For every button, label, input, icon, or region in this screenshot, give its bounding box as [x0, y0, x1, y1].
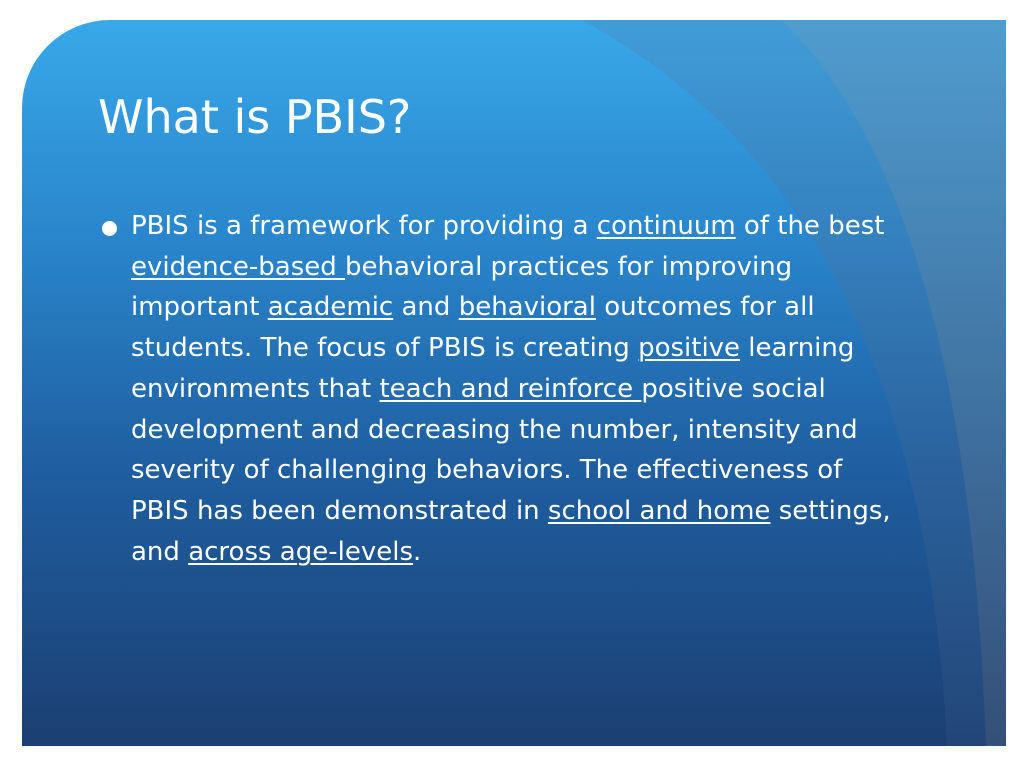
hyperlink-text[interactable]: positive — [638, 333, 741, 364]
body-text-segment: settings, and — [131, 495, 891, 567]
body-text-segment: outcomes for all students. The focus of PBIS is creating — [131, 292, 815, 364]
body-text-segment: behavioral practices for improving important — [131, 251, 793, 323]
hyperlink-text[interactable]: school and home — [547, 495, 771, 526]
hyperlink-text[interactable]: teach and reinforce — [379, 373, 642, 404]
bullet-dot-icon — [102, 221, 117, 236]
hyperlink-text[interactable]: academic — [267, 292, 394, 323]
body-text-segment: learning environments that — [131, 333, 855, 404]
body-text-segment: PBIS is a framework for providing a — [131, 211, 597, 241]
bullet-list — [100, 206, 900, 572]
body-text-segment: positive social development and decreasing the number, intensity and severity of challenging behaviors. The effectiveness of PBIS has been demonstrated in — [131, 373, 858, 526]
hyperlink-text[interactable]: behavioral — [458, 292, 596, 323]
body-text-segment: of the best — [735, 211, 885, 241]
hyperlink-text[interactable]: continuum — [596, 211, 736, 241]
bullet-item — [100, 206, 900, 572]
body-text-segment: and — [393, 292, 459, 323]
bullet-text — [131, 211, 891, 567]
body-text-segment: . — [412, 536, 422, 567]
slide-background-panel — [22, 20, 1006, 746]
hyperlink-text[interactable]: evidence-based — [131, 251, 346, 282]
slide-title: What is PBIS? — [98, 90, 412, 144]
hyperlink-text[interactable]: across age-levels — [188, 536, 413, 567]
